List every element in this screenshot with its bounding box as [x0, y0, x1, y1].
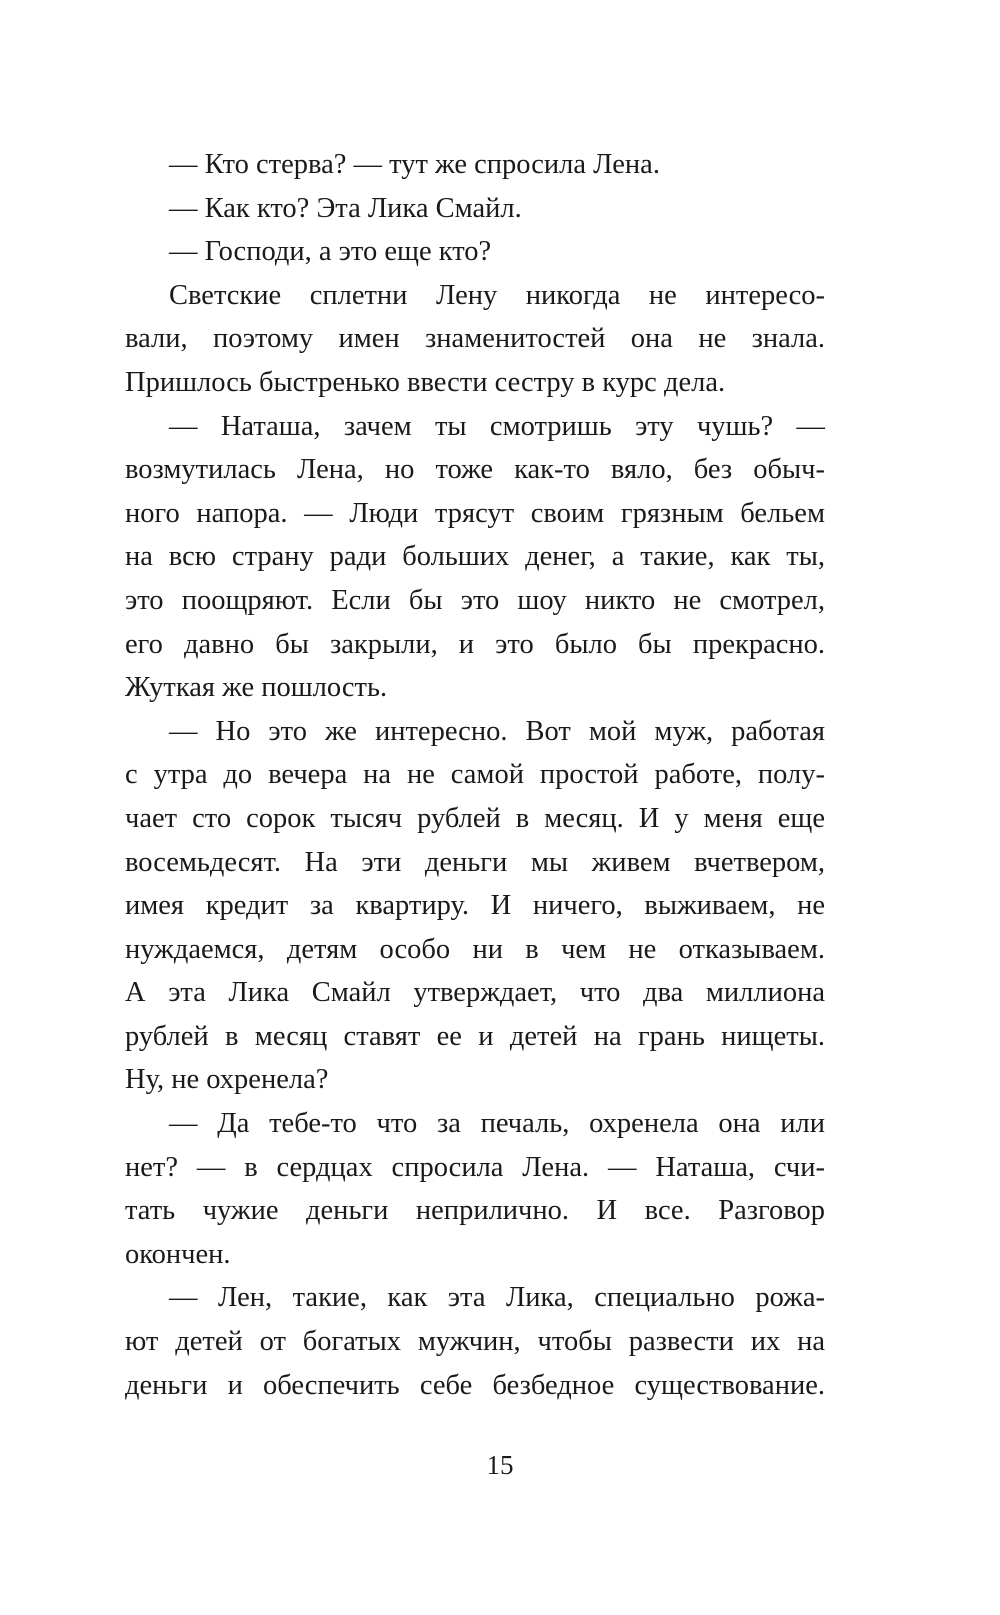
text-line: чает сто сорок тысяч рублей в месяц. И у меня еще — [125, 802, 825, 834]
page-number: 15 — [486, 1450, 514, 1480]
text-line: Жуткая же пошлость. — [125, 672, 388, 704]
text-line: — Наташа, зачем ты смотришь эту чушь? — — [169, 410, 825, 442]
text-line: Светские сплетни Лену никогда не интересо- — [169, 279, 825, 311]
text-line: деньги и обеспечить себе безбедное существование. — [125, 1369, 825, 1401]
text-line: — Лен, такие, как эта Лика, специально рожа- — [169, 1282, 825, 1314]
text-line: нуждаемся, детям особо ни в чем не отказываем. — [125, 933, 825, 965]
text-line: рублей в месяц ставят ее и детей на грань нищеты. — [125, 1020, 825, 1052]
text-line: — Да тебе-то что за печаль, охренела она или — [169, 1108, 825, 1140]
text-line: — Как кто? Эта Лика Смайл. — [169, 192, 522, 224]
body-text — [125, 143, 825, 1407]
text-line: — Господи, а это еще кто? — [169, 236, 492, 268]
text-line: возмутилась Лена, но тоже как-то вяло, без обыч- — [125, 454, 825, 486]
text-line: А эта Лика Смайл утверждает, что два миллиона — [125, 977, 825, 1009]
text-line: восемьдесят. На эти деньги мы живем вчетвером, — [125, 846, 825, 878]
text-line: его давно бы закрыли, и это было бы прекрасно. — [125, 628, 825, 660]
text-line: ют детей от богатых мужчин, чтобы развести их на — [125, 1326, 825, 1358]
text-line: на всю страну ради больших денег, а такие, как ты, — [125, 541, 825, 573]
text-line: это поощряют. Если бы это шоу никто не смотрел, — [125, 584, 825, 616]
text-line: нет? — в сердцах спросила Лена. — Наташа, счи- — [125, 1151, 825, 1183]
text-line: вали, поэтому имен знаменитостей она не знала. — [125, 323, 825, 355]
text-line: тать чужие деньги неприлично. И все. Разговор — [125, 1195, 825, 1227]
text-line: Ну, не охренела? — [125, 1064, 329, 1096]
text-line: окончен. — [125, 1238, 231, 1270]
text-line: Пришлось быстренько ввести сестру в курс дела. — [125, 366, 726, 398]
text-line: имея кредит за квартиру. И ничего, выживаем, не — [125, 890, 825, 922]
text-line: с утра до вечера на не самой простой работе, полу- — [125, 759, 825, 791]
text-line: — Кто стерва? — тут же спросила Лена. — [169, 149, 660, 180]
text-line: — Но это же интересно. Вот мой муж, работая — [169, 715, 825, 747]
text-line: ного напора. — Люди трясут своим грязным бельем — [125, 497, 825, 529]
